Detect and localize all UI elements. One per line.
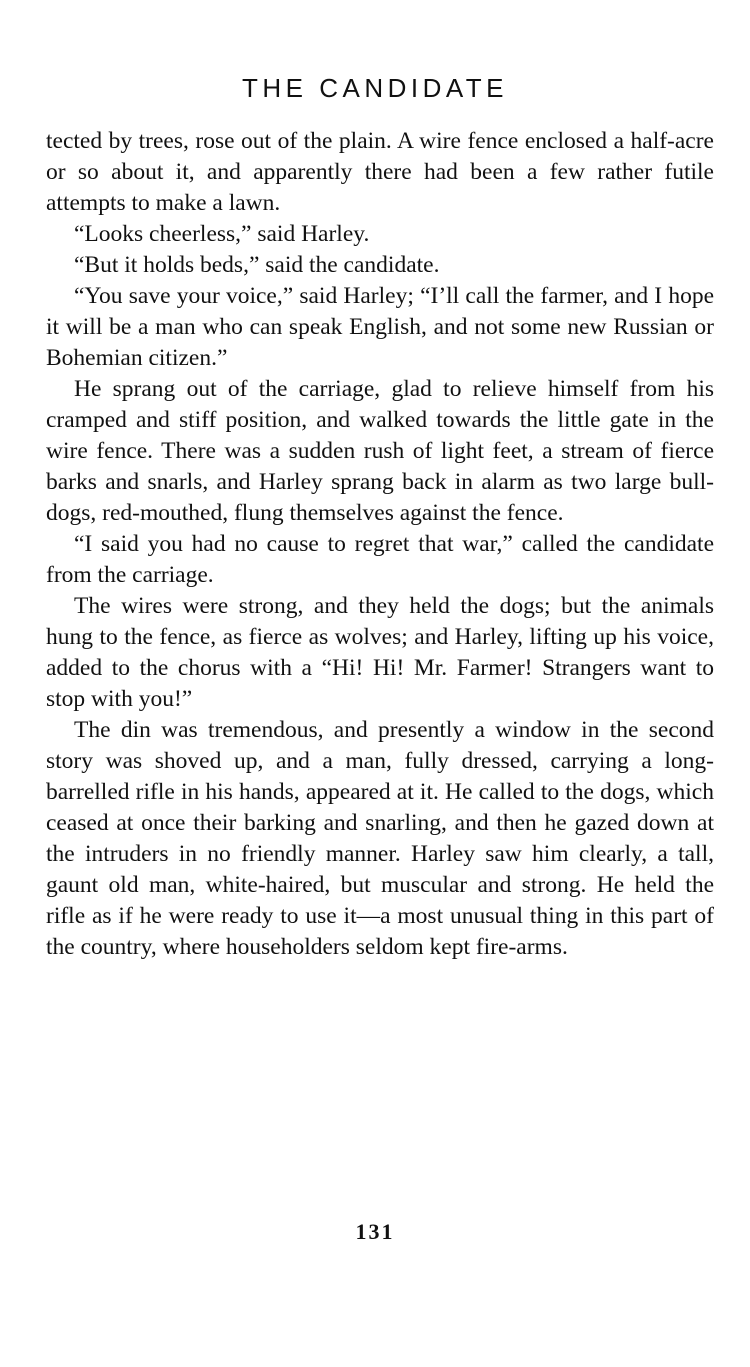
paragraph: “You save your voice,” said Harley; “I’ll call the farmer, and I hope it will be a man who can speak English, and not some new Russian or Bohemian citizen.”: [46, 283, 714, 371]
paragraph: “Looks cheerless,” said Harley.: [74, 221, 370, 247]
paragraph: “I said you had no cause to regret that war,” called the candidate from the carriage.: [46, 531, 714, 588]
paragraph: He sprang out of the carriage, glad to relieve himself from his cramped and stiff position, and walked towards the little gate in the wire fence. There was a sudden rush of light feet, a stream of fierce barks and snarls, and Harley sprang back in alarm as two large bull-dogs, red-mouthed, flung themselves against the fence.: [46, 376, 714, 526]
page-number: 131: [355, 1219, 395, 1244]
paragraph: “But it holds beds,” said the candidate.: [74, 252, 440, 278]
running-title: THE CANDIDATE: [241, 73, 509, 103]
paragraph: The wires were strong, and they held the dogs; but the animals hung to the fence, as fierce as wolves; and Harley, lifting up his voice, added to the chorus with a “Hi! Hi! Mr. Farmer! Strangers want to stop with you!”: [46, 593, 714, 712]
paragraph: tected by trees, rose out of the plain. A wire fence enclosed a half-acre or so about it, and apparently there had been a few rather futile attempts to make a lawn.: [46, 128, 714, 216]
paragraph: The din was tremendous, and presently a window in the second story was shoved up, and a man, fully dressed, carrying a long-barrelled rifle in his hands, appeared at it. He called to the dogs, which ceased at once their barking and snarling, and then he gazed down at the intruders in no friendly manner. Harley saw him clearly, a tall, gaunt old man, white-haired, but muscular and strong. He held the rifle as if he were ready to use it—a most unusual thing in this part of the country, where householders seldom kept fire-arms.: [46, 717, 714, 960]
body-text: [46, 126, 714, 963]
